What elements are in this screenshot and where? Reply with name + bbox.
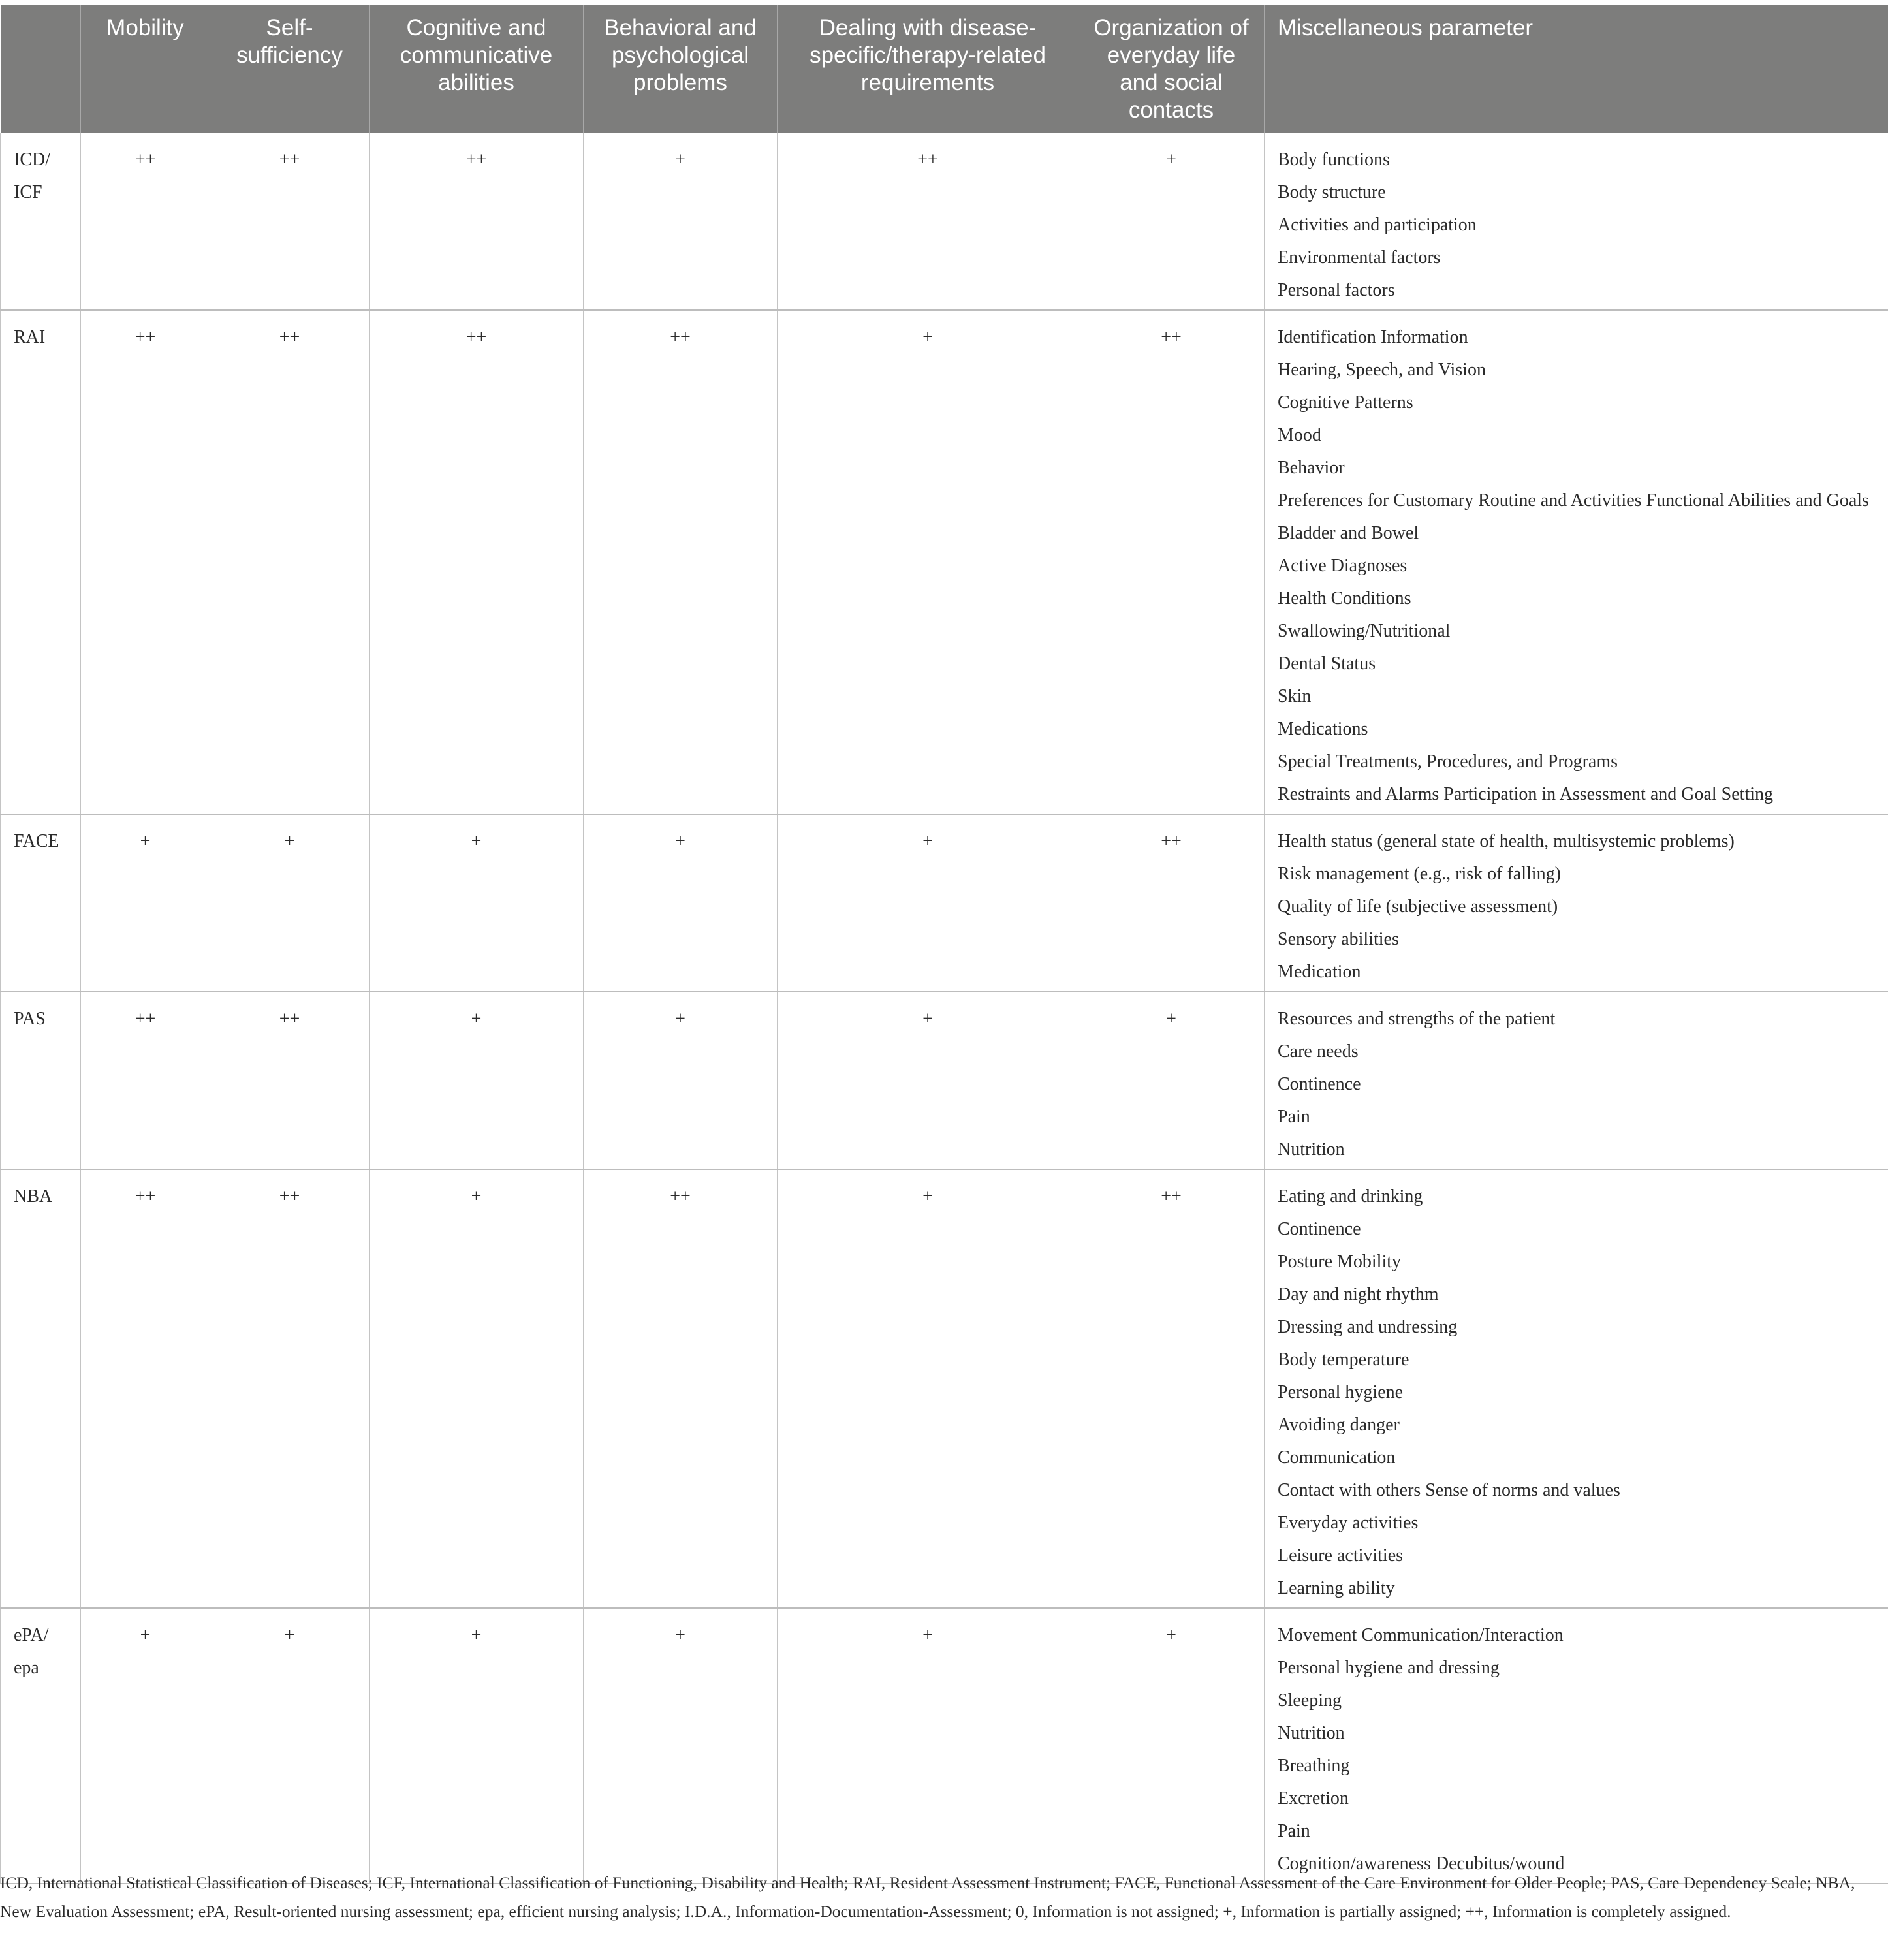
mark-cell-everyday-life: + [1078,133,1265,310]
misc-parameter-item: Eating and drinking [1278,1186,1423,1207]
header-cell-self-sufficiency: Self-sufficiency [210,5,370,133]
misc-parameter-item: Cognition/awareness Decubitus/wound [1278,1854,1565,1874]
mark-cell-mobility: ++ [81,992,210,1169]
misc-parameter-item: Communication [1278,1447,1396,1468]
mark-cell-mobility: ++ [81,133,210,310]
mark-cell-everyday-life: ++ [1078,1169,1265,1608]
misc-parameter-item: Behavior [1278,458,1345,478]
misc-parameter-item: Mood [1278,425,1321,445]
mark-cell-behavioral: + [584,992,778,1169]
misc-parameter-item: Active Diagnoses [1278,556,1408,576]
mark-cell-everyday-life: + [1078,992,1265,1169]
mark-cell-behavioral: ++ [584,1169,778,1608]
header-cell-everyday-life: Organization of everyday life and social contacts [1078,5,1265,133]
table-body [1,133,1888,1884]
mark-cell-cognitive: + [370,992,584,1169]
misc-parameter-item: Continence [1278,1074,1361,1094]
misc-parameter-item: Special Treatments, Procedures, and Programs [1278,751,1618,772]
mark-cell-self-sufficiency: ++ [210,133,370,310]
misc-parameter-item: Pain [1278,1821,1310,1841]
misc-parameter-item: Identification Information [1278,327,1468,347]
mark-cell-everyday-life: + [1078,1608,1265,1884]
mark-cell-self-sufficiency: ++ [210,992,370,1169]
misc-parameter-item: Risk management (e.g., risk of falling) [1278,864,1561,884]
assessment-comparison-table [0,5,1888,1884]
misc-parameter-item: Swallowing/Nutritional [1278,621,1451,641]
mark-cell-mobility: ++ [81,1169,210,1608]
row-label-instrument: ICD/ ICF [1,133,81,310]
misc-parameter-item: Nutrition [1278,1723,1345,1743]
misc-parameter-item: Avoiding danger [1278,1415,1400,1435]
misc-parameter-item: Environmental factors [1278,247,1441,268]
mark-cell-behavioral: + [584,1608,778,1884]
mark-cell-cognitive: ++ [370,133,584,310]
mark-cell-behavioral: ++ [584,310,778,814]
misc-parameter-item: Pain [1278,1107,1310,1127]
table-row [1,814,1888,992]
mark-cell-cognitive: + [370,1169,584,1608]
misc-parameter-item: Activities and participation [1278,215,1477,235]
misc-parameter-item: Quality of life (subjective assessment) [1278,896,1558,917]
header-row [1,5,1888,133]
misc-parameter-cell [1265,310,1888,814]
misc-parameter-item: Dental Status [1278,654,1376,674]
misc-parameter-item: Restraints and Alarms Participation in Assessment and Goal Setting [1278,784,1774,804]
misc-parameter-item: Resources and strengths of the patient [1278,1009,1556,1029]
row-label-instrument: NBA [1,1169,81,1608]
misc-parameter-item: Medications [1278,719,1368,739]
misc-parameter-item: Learning ability [1278,1578,1395,1598]
table-row [1,1608,1888,1884]
row-label-instrument: PAS [1,992,81,1169]
table-footnote: ICD, International Statistical Classification of Diseases; ICF, International Classification of Functioning, Disability and Health; RAI, Resident Assessment Instrument; FACE, Functional Assessment of the Care Environment for Older People; PAS, Care Dependency Scale; NBA, New Evaluation Assessment; ePA, Result-oriented nursing assessment; epa, efficient nursing analysis; I.D.A., Information-Documentation-Assessment; 0, Information is not assigned; +, Information is partially assigned; ++, Information is completely assigned. [0,1873,1855,1921]
mark-cell-self-sufficiency: + [210,1608,370,1884]
mark-cell-cognitive: + [370,814,584,992]
mark-cell-cognitive: + [370,1608,584,1884]
header-cell-behavioral: Behavioral and psychological problems [584,5,778,133]
misc-parameter-item: Personal hygiene and dressing [1278,1658,1500,1678]
misc-parameter-cell [1265,814,1888,992]
table-row [1,1169,1888,1608]
mark-cell-mobility: + [81,1608,210,1884]
misc-parameter-cell [1265,992,1888,1169]
mark-cell-everyday-life: ++ [1078,814,1265,992]
row-label-instrument: RAI [1,310,81,814]
misc-parameter-item: Bladder and Bowel [1278,523,1419,543]
mark-cell-disease-requirements: + [778,814,1078,992]
mark-cell-disease-requirements: + [778,310,1078,814]
misc-parameter-cell [1265,1608,1888,1884]
misc-parameter-item: Dressing and undressing [1278,1317,1458,1337]
misc-parameter-item: Body temperature [1278,1350,1409,1370]
mark-cell-mobility: ++ [81,310,210,814]
mark-cell-self-sufficiency: ++ [210,310,370,814]
mark-cell-disease-requirements: ++ [778,133,1078,310]
mark-cell-disease-requirements: + [778,1608,1078,1884]
header-cell-instrument [1,5,81,133]
header-cell-cognitive: Cognitive and communicative abilities [370,5,584,133]
misc-parameter-item: Leisure activities [1278,1545,1404,1566]
row-label-instrument: FACE [1,814,81,992]
misc-parameter-item: Nutrition [1278,1139,1345,1160]
header-cell-miscellaneous: Miscellaneous parameter [1265,5,1888,133]
misc-parameter-item: Everyday activities [1278,1513,1419,1533]
misc-parameter-item: Health Conditions [1278,588,1411,609]
misc-parameter-item: Personal hygiene [1278,1382,1404,1402]
misc-parameter-item: Skin [1278,686,1312,706]
misc-parameter-item: Personal factors [1278,280,1395,300]
misc-parameter-cell [1265,133,1888,310]
header-cell-mobility: Mobility [81,5,210,133]
mark-cell-cognitive: ++ [370,310,584,814]
mark-cell-behavioral: + [584,814,778,992]
table-header [1,5,1888,133]
misc-parameter-item: Hearing, Speech, and Vision [1278,360,1486,380]
header-cell-disease-requirements: Dealing with disease-specific/therapy-related requirements [778,5,1078,133]
misc-parameter-item: Excretion [1278,1788,1349,1809]
misc-parameter-item: Care needs [1278,1041,1359,1062]
misc-parameter-item: Medication [1278,962,1361,982]
misc-parameter-cell [1265,1169,1888,1608]
table-row [1,310,1888,814]
row-label-instrument: ePA/ epa [1,1608,81,1884]
misc-parameter-item: Cognitive Patterns [1278,392,1413,413]
table-row [1,992,1888,1169]
misc-parameter-item: Sensory abilities [1278,929,1399,949]
mark-cell-everyday-life: ++ [1078,310,1265,814]
table-row [1,133,1888,310]
misc-parameter-item: Health status (general state of health, multisystemic problems) [1278,831,1735,851]
misc-parameter-item: Continence [1278,1219,1361,1239]
misc-parameter-item: Breathing [1278,1756,1350,1776]
misc-parameter-item: Preferences for Customary Routine and Activities Functional Abilities and Goals [1278,490,1869,511]
misc-parameter-item: Movement Communication/Interaction [1278,1625,1564,1645]
mark-cell-self-sufficiency: ++ [210,1169,370,1608]
mark-cell-disease-requirements: + [778,1169,1078,1608]
misc-parameter-item: Body structure [1278,182,1386,202]
misc-parameter-item: Day and night rhythm [1278,1284,1439,1304]
mark-cell-disease-requirements: + [778,992,1078,1169]
misc-parameter-item: Contact with others Sense of norms and values [1278,1480,1620,1500]
mark-cell-mobility: + [81,814,210,992]
misc-parameter-item: Posture Mobility [1278,1252,1402,1272]
misc-parameter-item: Sleeping [1278,1690,1342,1711]
mark-cell-self-sufficiency: + [210,814,370,992]
mark-cell-behavioral: + [584,133,778,310]
misc-parameter-item: Body functions [1278,150,1390,170]
